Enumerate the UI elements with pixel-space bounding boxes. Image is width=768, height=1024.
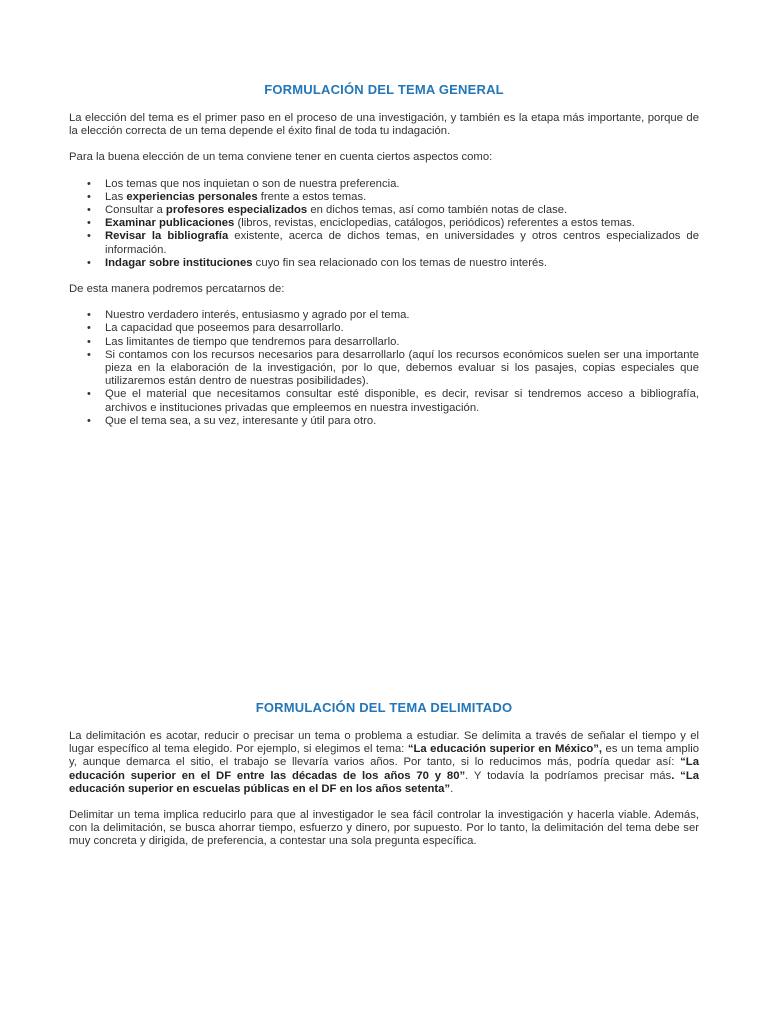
list-item: • Que el tema sea, a su vez, interesante y útil para otro. [105,415,699,428]
list-item: • Indagar sobre instituciones cuyo fin sea relacionado con los temas de nuestro interés. [105,257,699,270]
list-item: • Las limitantes de tiempo que tendremos para desarrollarlo. [105,336,699,349]
delimitation-purpose-paragraph: Delimitar un tema implica reducirlo para que al investigador le sea fácil controlar la investigación y hacerla viable. Además, con la delimitación, se busca ahorrar tiempo, esfuerzo y dinero, por supuesto. Por lo tanto, la delimitación del tema debe ser muy concreta y dirigida, de preferencia, a contestar una sola pregunta específica. [69,809,699,848]
outcomes-list [69,309,699,428]
list-item: • Examinar publicaciones (libros, revistas, enciclopedias, catálogos, periódicos) referentes a estos temas. [105,217,699,230]
outcomes-intro-paragraph: De esta manera podremos percatarnos de: [69,283,285,296]
list-item: • Nuestro verdadero interés, entusiasmo y agrado por el tema. [105,309,699,322]
aspects-list [69,178,699,270]
section-title: FORMULACIÓN DEL TEMA DELIMITADO [255,700,513,715]
list-item: • Revisar la bibliografía existente, acerca de dichos temas, en universidades y otros centros especializados de información. [105,230,699,256]
intro-paragraph: La elección del tema es el primer paso en el proceso de una investigación, y también es la etapa más importante, porque de la elección correcta de un tema depende el éxito final de toda tu indagación. [69,112,699,138]
aspects-intro-paragraph: Para la buena elección de un tema conviene tener en cuenta ciertos aspectos como: [69,151,493,164]
section-tema-delimitado [69,700,699,862]
list-item: • Los temas que nos inquietan o son de nuestra preferencia. [105,178,699,191]
list-item: • Las experiencias personales frente a estos temas. [105,191,699,204]
delimitation-paragraph: La delimitación es acotar, reducir o precisar un tema o problema a estudiar. Se delimita a través de señalar el tiempo y el lugar específico al tema elegido. Por ejemplo, si elegimos el tema: “La educación superior en México”, es un tema amplio y, aunque demarca el sitio, el trabajo se llevaría varios años. Por tanto, si lo reducimos más, podría quedar así: “La educación superior en el DF entre las décadas de los años 70 y 80”. Y todavía la podríamos precisar más. “La educación superior en escuelas públicas en el DF en los años setenta”. [69,730,700,795]
list-item: • Que el material que necesitamos consultar esté disponible, es decir, revisar si tendremos acceso a bibliografía, archivos e instituciones privadas que empleemos en nuestra investigación. [105,388,699,414]
section-title: FORMULACIÓN DEL TEMA GENERAL [264,82,504,97]
list-item: • La capacidad que poseemos para desarrollarlo. [105,322,699,335]
section-tema-general [69,82,699,441]
list-item: • Si contamos con los recursos necesarios para desarrollarlo (aquí los recursos económicos suelen ser una importante pieza en la elaboración de la investigación, por lo que, debemos evaluar si los pasajes, copias especiales que utilizaremos están dentro de nuestras posibilidades). [105,349,699,389]
list-item: • Consultar a profesores especializados en dichos temas, así como también notas de clase. [105,204,699,217]
